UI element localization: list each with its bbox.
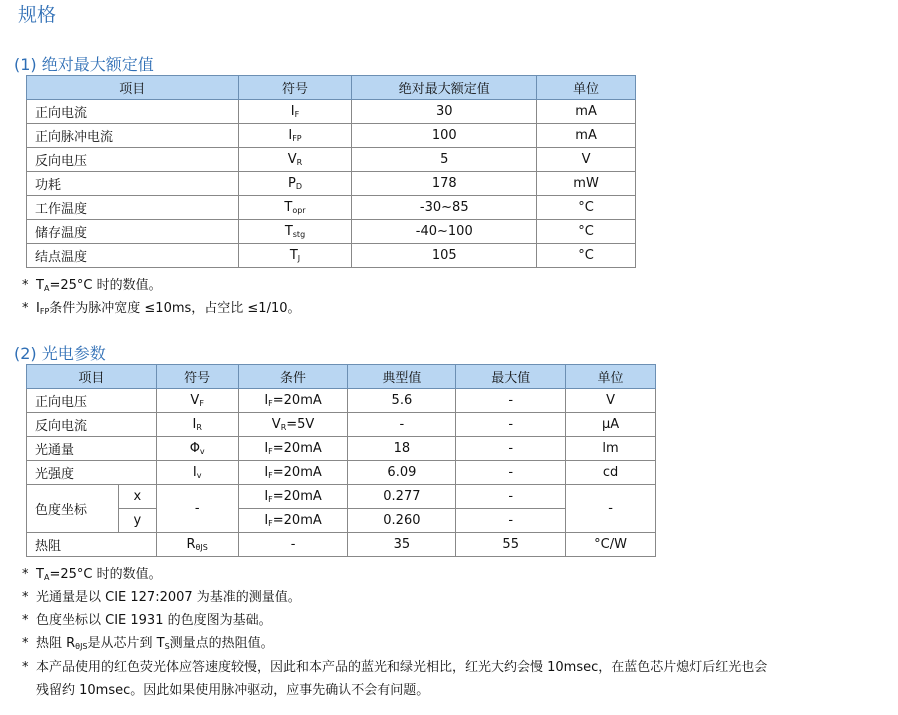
cell-condition: $I_F=20mA$ — [238, 389, 348, 413]
section-title-electro-optical: (2) 光电参数 — [14, 344, 106, 363]
cell-value: 5 — [352, 148, 537, 172]
table-row — [27, 437, 656, 461]
cell-item: 反向电压 — [27, 148, 239, 172]
col-header-item: 项目 — [27, 365, 157, 389]
section-title-absolute-max: (1) 绝对最大额定值 — [14, 55, 154, 74]
cell-item: 结点温度 — [27, 244, 239, 268]
cell-typical: 0.260 — [348, 509, 456, 533]
cell-item: 储存温度 — [27, 220, 239, 244]
cell-unit: cd — [566, 461, 656, 485]
cell-max: - — [456, 509, 566, 533]
cell-typical: 18 — [348, 437, 456, 461]
cell-item: 光强度 — [27, 461, 157, 485]
col-header-unit: 单位 — [537, 76, 636, 100]
table-row — [27, 389, 656, 413]
cell-item: 正向电压 — [27, 389, 157, 413]
table-row-chroma-x — [27, 485, 656, 509]
cell-value: -40~100 — [352, 220, 537, 244]
cell-typical: 5.6 — [348, 389, 456, 413]
cell-max: - — [456, 389, 566, 413]
table-row — [27, 172, 636, 196]
col-header-item: 项目 — [27, 76, 239, 100]
cell-unit: V — [566, 389, 656, 413]
table-row — [27, 413, 656, 437]
cell-condition: $I_F=20mA$ — [238, 509, 348, 533]
cell-unit: mA — [537, 100, 636, 124]
cell-symbol: $T_J$ — [238, 244, 352, 268]
cell-value: 30 — [352, 100, 537, 124]
cell-typical: 0.277 — [348, 485, 456, 509]
cell-unit: lm — [566, 437, 656, 461]
cell-unit: μA — [566, 413, 656, 437]
cell-condition: $V_R=5V$ — [238, 413, 348, 437]
cell-value: 178 — [352, 172, 537, 196]
note-thermal-resistance: * 热阻 $R_{\theta JS}$是从芯片到 $T_S$测量点的热阻值。 — [22, 636, 274, 651]
col-header-typical: 典型值 — [348, 365, 456, 389]
cell-symbol: $V_R$ — [238, 148, 352, 172]
cell-symbol: $T_{opr}$ — [238, 196, 352, 220]
cell-symbol: $P_D$ — [238, 172, 352, 196]
table-header-row — [27, 76, 636, 100]
col-header-rating: 绝对最大额定值 — [352, 76, 537, 100]
note-red-phosphor-cont: 残留约 10msec。因此如果使用脉冲驱动，应事先确认不会有问题。 — [36, 683, 430, 698]
cell-max: 55 — [456, 533, 566, 557]
cell-unit: °C — [537, 196, 636, 220]
table-row-chroma-y — [27, 509, 656, 533]
note-red-phosphor: * 本产品使用的红色荧光体应答速度较慢，因此和本产品的蓝光和绿光相比，红光大约会慢 10msec，在蓝色芯片熄灯后红光也会 — [22, 660, 768, 675]
col-header-condition: 条件 — [238, 365, 348, 389]
table-row — [27, 244, 636, 268]
table-row-thermal — [27, 533, 656, 557]
cell-max: - — [456, 413, 566, 437]
electro-optical-table — [26, 364, 656, 557]
cell-max: - — [456, 461, 566, 485]
cell-item: 色度坐标 — [27, 485, 119, 533]
cell-symbol: $I_F$ — [238, 100, 352, 124]
note-chromaticity: * 色度坐标以 CIE 1931 的色度图为基础。 — [22, 613, 272, 628]
cell-value: -30~85 — [352, 196, 537, 220]
cell-unit: °C/W — [566, 533, 656, 557]
col-header-symbol: 符号 — [238, 76, 352, 100]
cell-item: 热阻 — [27, 533, 157, 557]
cell-unit: V — [537, 148, 636, 172]
cell-item: 功耗 — [27, 172, 239, 196]
table-row — [27, 461, 656, 485]
cell-unit: mW — [537, 172, 636, 196]
cell-symbol: $I_R$ — [156, 413, 238, 437]
cell-symbol: $V_F$ — [156, 389, 238, 413]
cell-symbol: $I_{FP}$ — [238, 124, 352, 148]
table-row — [27, 148, 636, 172]
table-row — [27, 196, 636, 220]
cell-typical: 6.09 — [348, 461, 456, 485]
absolute-max-table — [26, 75, 636, 268]
cell-symbol: $I_v$ — [156, 461, 238, 485]
col-header-max: 最大值 — [456, 365, 566, 389]
cell-condition: - — [238, 533, 348, 557]
cell-unit: - — [566, 485, 656, 533]
note-ta-2: * $T_A=25^\circ C$ 时的数值。 — [22, 567, 162, 582]
cell-typical: 35 — [348, 533, 456, 557]
cell-max: - — [456, 485, 566, 509]
cell-unit: °C — [537, 220, 636, 244]
cell-item: 反向电流 — [27, 413, 157, 437]
cell-axis-x: x — [118, 485, 156, 509]
cell-condition: $I_F=20mA$ — [238, 461, 348, 485]
table-header-row — [27, 365, 656, 389]
cell-typical: - — [348, 413, 456, 437]
col-header-unit: 单位 — [566, 365, 656, 389]
note-luminous-flux: * 光通量是以 CIE 127:2007 为基准的测量值。 — [22, 590, 301, 605]
table-row — [27, 124, 636, 148]
cell-value: 100 — [352, 124, 537, 148]
cell-unit: °C — [537, 244, 636, 268]
cell-item: 工作温度 — [27, 196, 239, 220]
table-row — [27, 100, 636, 124]
cell-unit: mA — [537, 124, 636, 148]
cell-max: - — [456, 437, 566, 461]
cell-symbol: - — [156, 485, 238, 533]
note-ifp-condition: * $I_{FP}$条件为脉冲宽度 ≤10ms，占空比 ≤1/10。 — [22, 301, 301, 316]
cell-symbol: $T_{stg}$ — [238, 220, 352, 244]
note-ta-1: * $T_A=25^\circ C$ 时的数值。 — [22, 278, 162, 293]
cell-symbol: $R_{\theta JS}$ — [156, 533, 238, 557]
cell-item: 正向电流 — [27, 100, 239, 124]
table-row — [27, 220, 636, 244]
col-header-symbol: 符号 — [156, 365, 238, 389]
cell-condition: $I_F=20mA$ — [238, 437, 348, 461]
cell-value: 105 — [352, 244, 537, 268]
page-title: 规格 — [18, 4, 57, 26]
cell-symbol: $\Phi_v$ — [156, 437, 238, 461]
cell-axis-y: y — [118, 509, 156, 533]
cell-condition: $I_F=20mA$ — [238, 485, 348, 509]
cell-item: 正向脉冲电流 — [27, 124, 239, 148]
cell-item: 光通量 — [27, 437, 157, 461]
